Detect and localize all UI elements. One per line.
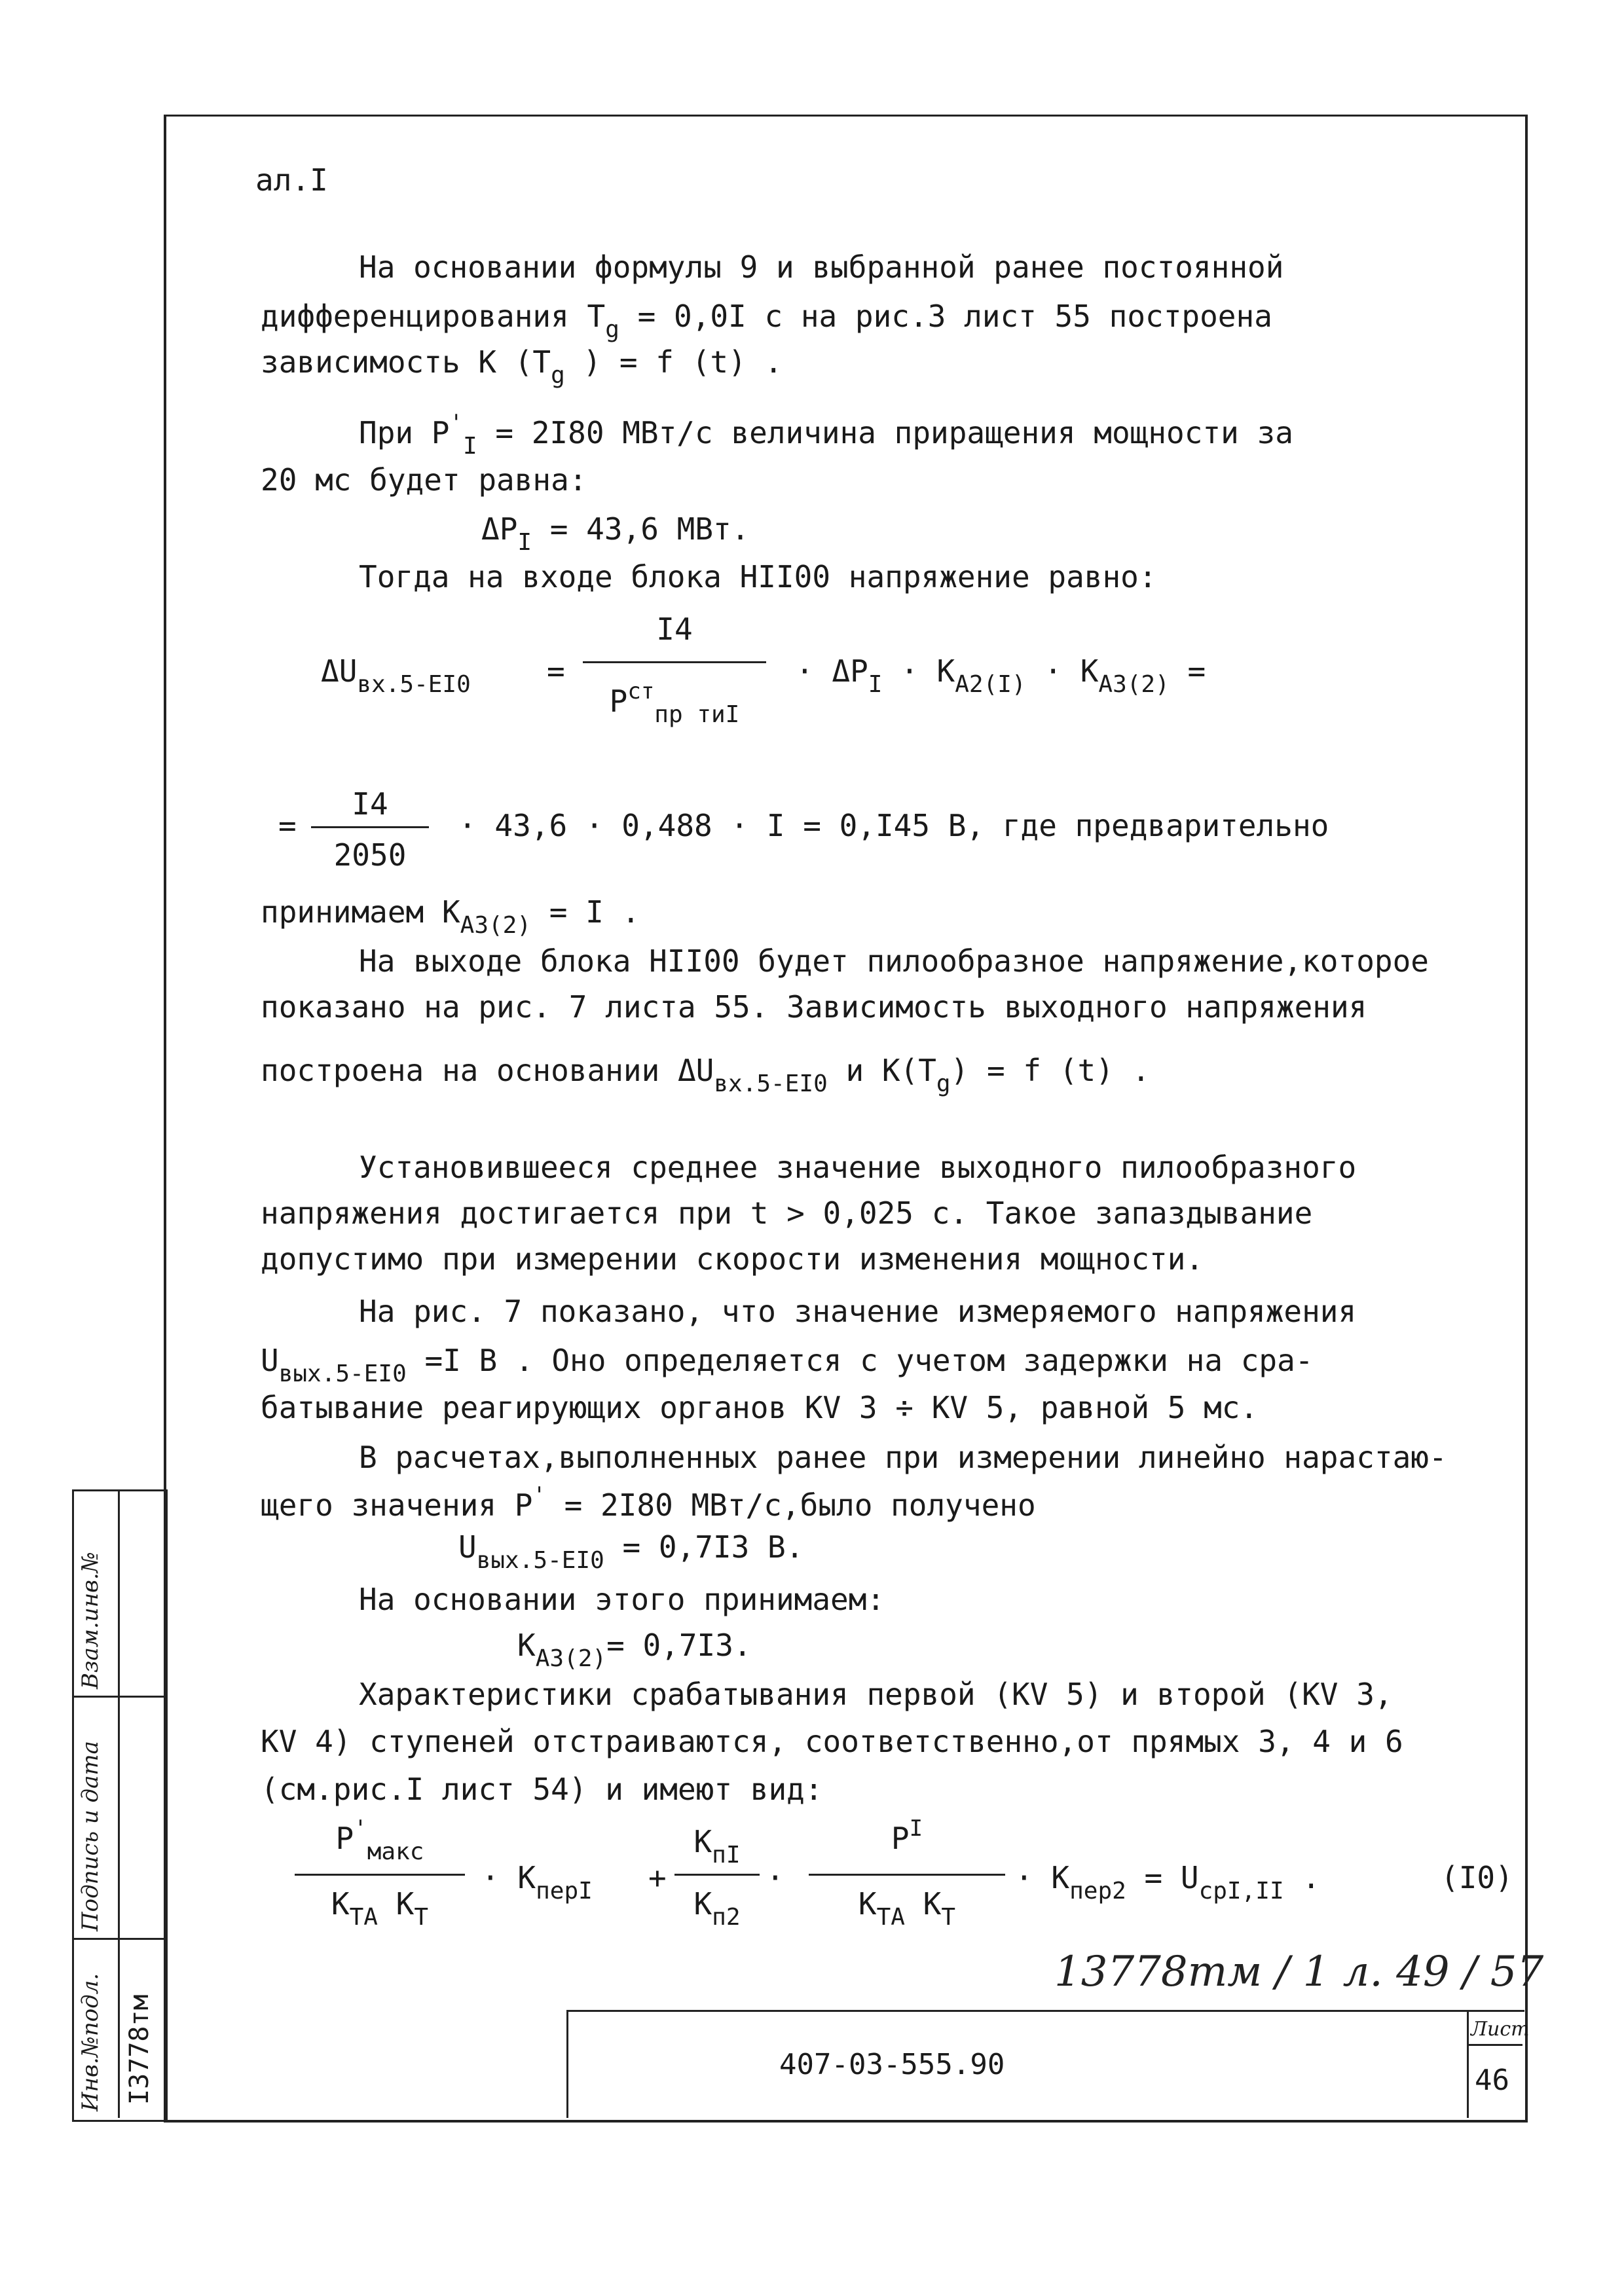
text-line: На выходе блока HII00 будет пилообразное напряжение,которое xyxy=(359,943,1429,979)
text-line: зависимость K ($T_g$ ) = f (t) . xyxy=(261,344,783,389)
side-label-replace-inv: Взам.инв.№ xyxy=(77,1552,103,1689)
sheet-label: Лист xyxy=(1471,2018,1530,2041)
text-line: батывание реагирующих органов KV 3 ÷ KV 5, равной 5 мс. xyxy=(261,1390,1259,1425)
text-line: Установившееся среднее значение выходного пилообразного xyxy=(359,1150,1357,1185)
formula-numerator: $K_{пI}$ xyxy=(693,1824,741,1868)
formula-rest: · 43,6 · 0,488 · I = 0,I45 B, где предварительно xyxy=(458,808,1329,843)
text-line: принимаем $K_{A3(2)} = I$ . xyxy=(261,894,640,939)
formula-k-a3: $K_{A3(2)}= 0,7I3$. xyxy=(517,1628,752,1672)
divider xyxy=(1467,2044,1522,2046)
formula-term: · $K_{перI}$ xyxy=(481,1860,593,1904)
side-label-signature-date: Подпись и дата xyxy=(77,1741,103,1931)
formula-dot: · xyxy=(766,1860,784,1895)
divider xyxy=(118,1489,120,2118)
formula-denominator: $K_{п2}$ xyxy=(693,1886,741,1931)
fraction-line xyxy=(311,826,429,828)
formula-numerator: I4 xyxy=(656,611,693,647)
text-line: При $P'_I = 2I80$ МВт/с величина приращения мощности за xyxy=(359,410,1293,460)
formula-lhs: $\Delta U_{вх.5-EI0}$ xyxy=(321,653,471,698)
formula-delta-p: $\Delta P_I = 43,6$ МВт. xyxy=(481,511,750,556)
fraction-line xyxy=(809,1874,1005,1876)
text-line: Характеристики срабатывания первой (KV 5) и второй (KV 3, xyxy=(359,1677,1393,1712)
text-line: щего значения P' = 2I80 МВт/с,было получено xyxy=(261,1482,1036,1523)
formula-numerator: $P'_{макс}$ xyxy=(335,1815,424,1865)
formula-numerator: $P^I$ xyxy=(891,1815,923,1856)
text-line: допустимо при измерении скорости изменения мощности. xyxy=(261,1241,1204,1277)
text-line: напряжения достигается при t > 0,025 с. Такое запаздывание xyxy=(261,1195,1313,1231)
text-line: В расчетах,выполненных ранее при измерении линейно нарастаю- xyxy=(359,1440,1447,1475)
fraction-line xyxy=(583,661,766,663)
formula-equals: = xyxy=(547,653,565,689)
formula-term: · $K_{пер2} = U_{cpI,II}$ . xyxy=(1015,1860,1321,1904)
formula-denominator: 2050 xyxy=(333,837,407,873)
text-line: KV 4) ступеней отстраиваются, соответственно,от прямых 3, 4 и 6 xyxy=(261,1724,1403,1759)
formula-denominator: $K_{TA}$ $K_T$ xyxy=(858,1886,956,1931)
document-code: 407-03-555.90 xyxy=(779,2048,1005,2081)
text-line: На основании этого принимаем: xyxy=(359,1582,885,1617)
text-line: На рис. 7 показано, что значение измеряемого напряжения xyxy=(359,1294,1357,1329)
title-block xyxy=(566,2010,1524,2118)
formula-denominator: $K_{TA}$ $K_T$ xyxy=(331,1886,429,1931)
side-inventory-number: I3778тм xyxy=(124,1994,155,2105)
formula-equals: = xyxy=(278,808,297,843)
formula-numerator: I4 xyxy=(352,786,388,822)
equation-number: (I0) xyxy=(1441,1860,1513,1895)
fraction-line xyxy=(295,1874,465,1876)
text-line: дифференцирования $T_g = 0,0I$ с на рис.3 лист 55 построена xyxy=(261,299,1272,343)
text-line: На основании формулы 9 и выбранной ранее постоянной xyxy=(359,249,1284,285)
text-line: (см.рис.I лист 54) и имеют вид: xyxy=(261,1772,823,1807)
header-label: ал.I xyxy=(255,162,328,198)
sheet-number: 46 xyxy=(1475,2064,1509,2097)
text-line: построена на основании $\Delta U_{вх.5-EI0}$ и $K(T_g) = f$ (t) . xyxy=(261,1053,1151,1097)
text-line: $U_{вых.5-EI0} =I$ B . Оно определяется с учетом задержки на сра- xyxy=(261,1343,1314,1387)
text-line: 20 мс будет равна: xyxy=(261,462,587,498)
text-line: показано на рис. 7 листа 55. Зависимость выходного напряжения xyxy=(261,989,1367,1025)
side-label-inv-no: Инв.№подл. xyxy=(77,1973,103,2111)
divider xyxy=(72,1696,164,1698)
handwritten-reference: 13778тм / 1 л. 49 / 57 xyxy=(1054,1948,1544,1996)
fraction-line xyxy=(674,1874,760,1876)
formula-denominator: $P^{ст}_{пр тиI}$ xyxy=(609,678,740,728)
formula-plus: + xyxy=(648,1860,667,1895)
text-line: Тогда на входе блока HII00 напряжение равно: xyxy=(359,559,1157,594)
divider xyxy=(72,1938,164,1940)
formula-rhs: · $\Delta P_I \cdot K_{A2(I)} \cdot K_{A3(2)}$ = xyxy=(796,653,1206,698)
text-line: $U_{вых.5-EI0} = 0,7I3$ B. xyxy=(458,1529,804,1574)
